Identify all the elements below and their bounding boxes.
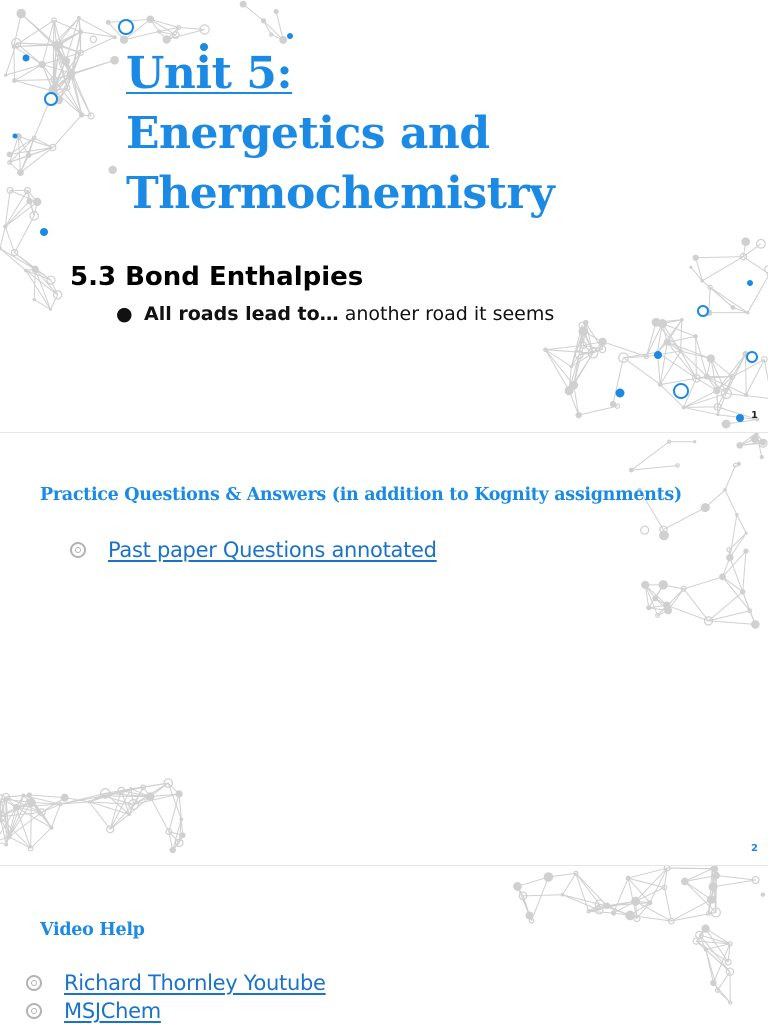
network-node (716, 413, 719, 416)
network-node (629, 468, 634, 473)
network-link (668, 589, 684, 611)
network-node (175, 790, 182, 797)
network-accent-node (40, 228, 48, 236)
network-node (664, 339, 671, 346)
network-node (740, 589, 745, 594)
network-accent-node (747, 352, 757, 362)
network-node (79, 112, 84, 117)
network-node (32, 266, 39, 273)
network-link (723, 551, 746, 577)
network-link (29, 148, 53, 156)
network-accent-node (654, 351, 662, 359)
network-link (14, 81, 53, 92)
network-node (693, 255, 699, 261)
network-link (579, 406, 618, 415)
network-accent-node (13, 134, 18, 139)
network-link (523, 895, 562, 896)
network-link (696, 257, 744, 258)
network-node (735, 513, 738, 516)
network-node (561, 893, 565, 897)
network-node (127, 813, 130, 816)
network-node (710, 980, 717, 987)
network-link (636, 901, 672, 921)
network-link (671, 913, 716, 922)
network-link (628, 868, 667, 878)
network-node (274, 9, 279, 14)
network-node (69, 70, 75, 76)
network-node (544, 872, 554, 882)
network-accent-node (747, 280, 753, 286)
network-node (570, 365, 573, 368)
network-link (72, 60, 114, 73)
network-node (279, 36, 287, 44)
network-link (743, 257, 768, 275)
network-link (710, 287, 748, 312)
network-node (641, 526, 649, 534)
section-heading: Practice Questions & Answers (in addition to Kognity assignments) (40, 485, 682, 505)
network-link (667, 320, 682, 343)
network-node (16, 9, 25, 18)
network-link (684, 407, 718, 408)
bullet-bold-text: All roads lead to… (144, 303, 339, 325)
network-node (146, 15, 154, 23)
network-node (17, 169, 24, 176)
network-node (3, 224, 7, 228)
network-link (681, 320, 682, 351)
network-node (745, 532, 748, 535)
richard-thornley-youtube-link[interactable]: Richard Thornley Youtube (64, 971, 326, 995)
slide-3 (0, 866, 768, 1024)
network-node (24, 269, 28, 273)
network-link (532, 877, 549, 921)
network-link (243, 4, 263, 21)
network-node (27, 792, 32, 797)
bullet-item (116, 303, 554, 325)
network-node (626, 876, 631, 881)
network-node (569, 381, 578, 390)
network-node (704, 374, 710, 380)
network-node (88, 800, 91, 803)
network-node (13, 804, 20, 811)
network-node (704, 948, 708, 952)
bullet-text: another road it seems (338, 303, 555, 325)
network-link (34, 300, 50, 310)
network-node (713, 387, 721, 395)
network-node (681, 878, 689, 886)
network-node (682, 405, 686, 409)
network-link (150, 797, 169, 832)
network-node (680, 318, 684, 322)
network-node (49, 826, 53, 830)
network-node (611, 910, 616, 915)
network-node (751, 620, 760, 629)
network-link (10, 190, 37, 202)
network-link (623, 358, 660, 385)
network-node (658, 580, 667, 589)
network-accent-node (119, 20, 133, 34)
network-node (90, 36, 96, 42)
concentric-circle-icon (70, 542, 86, 558)
past-paper-questions-link[interactable]: Past paper Questions annotated (108, 538, 437, 562)
network-node (710, 866, 714, 870)
network-link (29, 795, 64, 798)
network-node (39, 61, 46, 68)
network-node (21, 794, 25, 798)
network-link (31, 828, 52, 849)
network-node (646, 605, 651, 610)
network-node (179, 817, 183, 821)
network-node (108, 166, 117, 175)
network-link (0, 227, 5, 249)
network-link (671, 900, 711, 922)
network-link (5, 227, 14, 253)
page-title (126, 44, 554, 224)
network-node (106, 20, 111, 25)
network-link (709, 287, 710, 312)
network-link (545, 350, 569, 391)
network-node (726, 554, 734, 562)
network-link (545, 350, 571, 367)
slide-1 (0, 0, 768, 432)
concentric-circle-icon (26, 1003, 42, 1019)
subheading: 5.3 Bond Enthalpies (70, 262, 364, 292)
network-link (631, 465, 677, 470)
network-link (636, 868, 668, 901)
network-link (713, 944, 730, 983)
link-item (26, 971, 326, 995)
network-link (545, 350, 573, 385)
network-node (689, 266, 692, 269)
network-link (706, 929, 730, 944)
network-link (517, 886, 529, 915)
network-node (722, 420, 731, 429)
network-link (713, 880, 756, 887)
network-link (574, 385, 579, 415)
slide-2 (0, 433, 768, 865)
network-node (78, 29, 83, 34)
network-link (662, 324, 695, 337)
network-node (61, 794, 69, 802)
network-link (663, 508, 705, 530)
network-link (545, 350, 593, 353)
msjchem-link[interactable]: MSJChem (64, 999, 161, 1023)
network-link (684, 577, 723, 589)
network-node (693, 440, 696, 443)
network-node (647, 900, 652, 905)
network-link (576, 873, 600, 904)
network-link (696, 336, 697, 378)
title-unit: Unit 5: (126, 48, 293, 99)
network-accent-node (674, 384, 688, 398)
network-node (664, 607, 672, 615)
network-node (240, 1, 247, 8)
network-node (631, 897, 640, 906)
network-node (652, 318, 661, 327)
network-link (5, 201, 29, 226)
network-node (120, 36, 128, 44)
network-node (543, 347, 548, 352)
network-link (603, 342, 647, 357)
network-node (751, 435, 759, 443)
network-link (562, 873, 575, 894)
network-link (5, 190, 10, 226)
network-accent-node (45, 93, 57, 105)
network-link (685, 869, 712, 882)
network-node (744, 393, 748, 397)
network-node (26, 152, 32, 158)
network-node (33, 198, 41, 206)
network-accent-node (287, 33, 293, 39)
network-accent-node (698, 306, 708, 316)
network-accent-node (23, 55, 30, 62)
network-link (729, 533, 746, 550)
network-node (693, 334, 698, 339)
network-link (89, 802, 110, 829)
network-link (716, 876, 755, 880)
network-link (708, 621, 755, 625)
network-link (748, 274, 768, 313)
network-link (53, 115, 82, 148)
network-node (599, 338, 607, 346)
network-node (576, 412, 582, 418)
network-link (725, 465, 735, 490)
network-link (737, 515, 746, 533)
network-link (743, 551, 746, 592)
network-accent-node (616, 389, 625, 398)
page-number: 1 (751, 410, 758, 421)
network-node (163, 35, 171, 43)
network-link (684, 407, 718, 414)
network-link (710, 287, 733, 307)
network-node (761, 892, 765, 896)
network-node (652, 595, 658, 601)
network-link (18, 136, 20, 172)
network-node (741, 237, 750, 246)
network-link (81, 37, 115, 53)
network-node (574, 871, 578, 875)
network-link (743, 592, 750, 611)
network-link (31, 802, 32, 848)
network-link (725, 490, 737, 515)
network-node (707, 354, 715, 362)
network-node (12, 78, 17, 83)
network-link (685, 881, 711, 899)
network-node (261, 18, 266, 23)
network-link (613, 358, 624, 404)
network-link (15, 216, 35, 253)
network-node (736, 442, 743, 449)
network-link (42, 65, 52, 90)
network-node (27, 798, 36, 807)
network-link (576, 873, 589, 911)
network-node (610, 401, 616, 407)
network-link (614, 878, 629, 913)
network-node (743, 549, 748, 554)
network-node (700, 279, 704, 283)
network-node (641, 581, 649, 589)
network-node (709, 882, 718, 891)
network-node (746, 311, 749, 314)
bullet-dot-icon: ● (116, 303, 133, 325)
page-number: 2 (751, 843, 758, 854)
network-node (4, 843, 8, 847)
network-link (636, 887, 665, 901)
network-node (713, 872, 720, 879)
network-node (33, 298, 36, 301)
network-node (604, 903, 611, 910)
network-link (631, 442, 669, 470)
network-link (263, 21, 283, 40)
network-node (113, 35, 117, 39)
network-node (658, 382, 663, 387)
network-node (737, 462, 741, 466)
network-link (746, 354, 747, 395)
network-node (723, 488, 727, 492)
network-node (719, 573, 726, 580)
network-node (678, 349, 683, 354)
network-link (14, 65, 42, 81)
network-node (7, 152, 13, 158)
title-line-3: Thermochemistry (126, 168, 555, 219)
network-link (628, 878, 664, 887)
network-node (110, 56, 119, 65)
network-node (760, 455, 764, 459)
network-node (157, 29, 161, 33)
title-line-2: Energetics and (126, 108, 490, 159)
network-node (61, 57, 70, 66)
network-node (49, 308, 52, 311)
network-node (4, 73, 7, 76)
section-heading: Video Help (40, 920, 145, 940)
network-node (52, 41, 60, 49)
network-node (701, 925, 709, 933)
network-node (180, 832, 186, 838)
network-link (150, 19, 178, 27)
network-node (170, 847, 176, 853)
network-node (701, 503, 710, 512)
network-link (0, 248, 26, 270)
network-node (525, 912, 533, 920)
network-node (731, 305, 736, 310)
link-item (70, 538, 437, 562)
network-node (146, 792, 155, 801)
network-node (513, 882, 522, 891)
network-link (517, 877, 548, 886)
network-node (129, 787, 132, 790)
network-node (77, 16, 81, 20)
network-link (667, 868, 712, 869)
network-accent-node (736, 414, 744, 422)
network-link (5, 202, 37, 227)
network-link (664, 887, 671, 921)
network-node (707, 895, 716, 904)
network-link (702, 257, 743, 281)
network-link (6, 65, 42, 76)
link-item (26, 999, 161, 1023)
network-node (26, 198, 32, 204)
concentric-circle-icon (26, 975, 42, 991)
network-link (717, 990, 730, 1002)
network-link (764, 359, 768, 398)
network-link (276, 11, 283, 39)
